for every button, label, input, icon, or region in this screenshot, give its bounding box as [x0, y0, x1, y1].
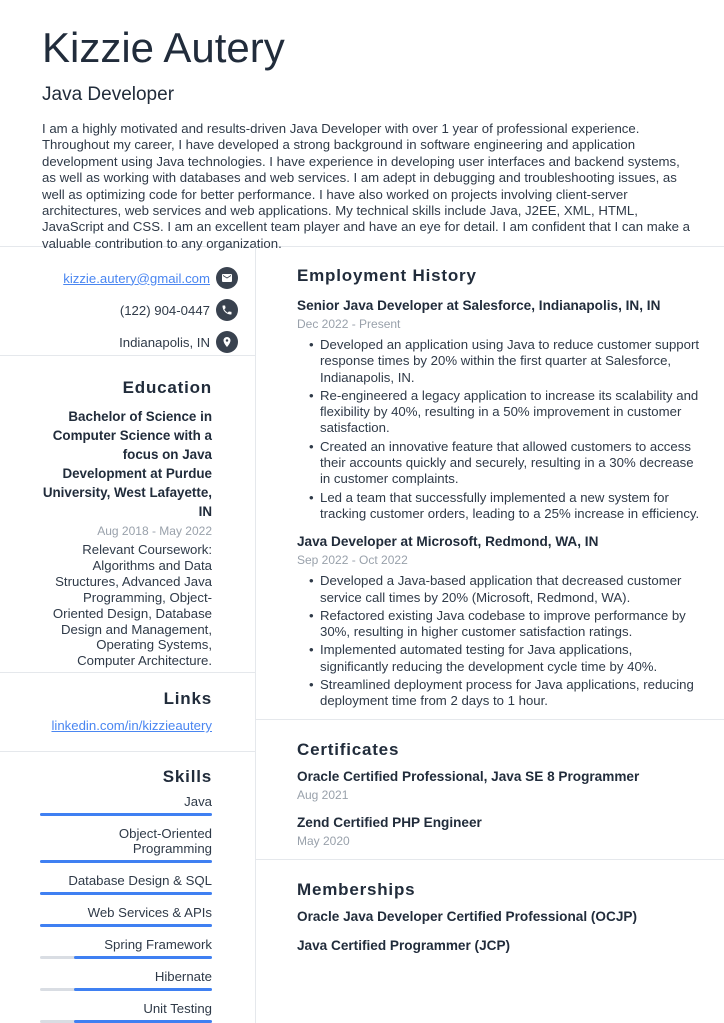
job-bullet-list — [297, 337, 700, 522]
skill-label: Hibernate — [154, 969, 212, 984]
person-job-title: Java Developer — [42, 84, 175, 106]
job-bullet: • Refactored existing Java codebase to improve performance by 30%, resulting in higher customer satisfaction ratings. — [309, 608, 700, 641]
email-link[interactable]: kizzie.autery@gmail.com — [63, 270, 210, 286]
job-entry — [297, 533, 700, 709]
skill-bar-track — [40, 988, 212, 991]
skill-bar-track — [40, 813, 212, 816]
skill-item — [40, 969, 212, 991]
skills-section — [0, 752, 255, 1023]
certificate-date: Aug 2021 — [297, 788, 349, 802]
job-title-line: Senior Java Developer at Salesforce, Indianapolis, IN, IN — [297, 298, 661, 313]
skill-label: Unit Testing — [143, 1001, 212, 1016]
skill-bar-fill — [40, 892, 212, 895]
contact-row-email — [20, 267, 238, 289]
skill-bar-fill — [40, 860, 212, 863]
skills-heading: Skills — [162, 767, 212, 786]
certificate-title: Oracle Certified Professional, Java SE 8 Programmer — [297, 769, 640, 784]
resume-columns — [0, 247, 724, 1023]
job-entry — [297, 297, 700, 522]
skill-label: Web Services & APIs — [87, 905, 212, 920]
memberships-heading: Memberships — [297, 880, 416, 899]
membership-item — [297, 908, 700, 925]
membership-title: Java Certified Programmer (JCP) — [297, 938, 511, 953]
job-bullet: • Developed a Java-based application that decreased customer service call times by 20% (Microsoft, Redmond, WA). — [309, 573, 700, 606]
certificate-item — [297, 768, 700, 802]
skill-label: Java — [184, 794, 212, 809]
job-bullet: • Implemented automated testing for Java applications, significantly reducing the development cycle time by 40%. — [309, 642, 700, 675]
certificates-heading: Certificates — [297, 740, 400, 759]
sidebar-column — [0, 247, 256, 1023]
envelope-icon — [216, 267, 238, 289]
job-bullet: • Created an innovative feature that allowed customers to access their accounts quickly and securely, resulting in a 30% decrease in customer complaints. — [309, 439, 700, 488]
links-heading: Links — [163, 689, 212, 708]
memberships-section — [256, 860, 724, 954]
linkedin-link[interactable]: linkedin.com/in/kizzieautery — [51, 718, 212, 733]
education-details: Relevant Coursework: Algorithms and Data Structures, Advanced Java Programming, Object-Oriented Design, Database Design and Management, Operating Systems, Computer Architecture. — [52, 542, 212, 669]
profile-summary: I am a highly motivated and results-driven Java Developer with over 1 year of professional experience. Throughout my career, I have developed a strong background in software engineering and application development using Java technologies. I have experience in developing user interfaces and backend systems, as well as working with databases and web services. I am adept in debugging and troubleshooting issues, as well as optimizing code for better performance. I have also worked on projects involving client-server architectures, web services and web applications. My technical skills include Java, J2EE, XML, HTML, JavaScript and CSS. I am an excellent team player and have an eye for detail. I am confident that I can make a valuable contribution to any organization. — [42, 121, 691, 251]
phone-icon — [216, 299, 238, 321]
skill-bar-fill — [74, 988, 212, 991]
phone-number: (122) 904-0447 — [119, 302, 210, 318]
education-dates: Aug 2018 - May 2022 — [97, 524, 212, 538]
skill-item — [40, 794, 212, 816]
membership-item — [297, 937, 700, 954]
job-bullet-list — [297, 573, 700, 709]
job-dates: Sep 2022 - Oct 2022 — [297, 553, 408, 568]
skill-bar-fill — [74, 956, 212, 959]
skill-bar-track — [40, 892, 212, 895]
skill-item — [40, 937, 212, 959]
certificate-date: May 2020 — [297, 834, 350, 848]
location-pin-icon — [216, 331, 238, 353]
skill-bar-track — [40, 956, 212, 959]
employment-heading: Employment History — [297, 266, 477, 285]
education-section — [0, 356, 255, 673]
skill-bar-track — [40, 860, 212, 863]
skill-label: Database Design & SQL — [68, 873, 212, 888]
education-degree: Bachelor of Science in Computer Science with a focus on Java Development at Purdue University, West Lafayette, IN — [42, 409, 212, 519]
certificate-title: Zend Certified PHP Engineer — [297, 815, 482, 830]
skill-item — [40, 826, 212, 863]
location-text: Indianapolis, IN — [119, 334, 210, 350]
skill-bar-track — [40, 924, 212, 927]
skill-bar-fill — [40, 924, 212, 927]
certificate-item — [297, 814, 700, 848]
skill-item — [40, 905, 212, 927]
education-heading: Education — [122, 378, 212, 397]
skill-item — [40, 1001, 212, 1023]
job-bullet: • Re-engineered a legacy application to increase its scalability and flexibility by 40%, resulting in a 50% improvement in customer satisfaction. — [309, 388, 700, 437]
employment-history-section — [256, 247, 724, 720]
job-bullet: • Developed an application using Java to reduce customer support response times by 20% within the first quarter at Salesforce, Indianapolis, IN. — [309, 337, 700, 386]
resume-header — [0, 0, 724, 251]
links-section — [0, 673, 255, 752]
contact-row-phone — [20, 299, 238, 321]
main-column — [256, 247, 724, 1023]
skill-item — [40, 873, 212, 895]
skill-label: Spring Framework — [104, 937, 212, 952]
contact-row-location — [20, 331, 238, 353]
person-name: Kizzie Autery — [42, 24, 285, 71]
job-bullet: • Led a team that successfully implemented a new system for tracking customer orders, leading to a 25% increase in efficiency. — [309, 490, 700, 523]
contact-section — [0, 247, 255, 356]
skill-label: Object-Oriented Programming — [118, 826, 212, 856]
membership-title: Oracle Java Developer Certified Professional (OCJP) — [297, 909, 637, 924]
job-bullet: • Streamlined deployment process for Java applications, reducing deployment time from 2 days to 1 hour. — [309, 677, 700, 710]
certificates-section — [256, 720, 724, 860]
skill-bar-fill — [40, 813, 212, 816]
job-title-line: Java Developer at Microsoft, Redmond, WA, IN — [297, 534, 599, 550]
job-dates: Dec 2022 - Present — [297, 317, 401, 331]
